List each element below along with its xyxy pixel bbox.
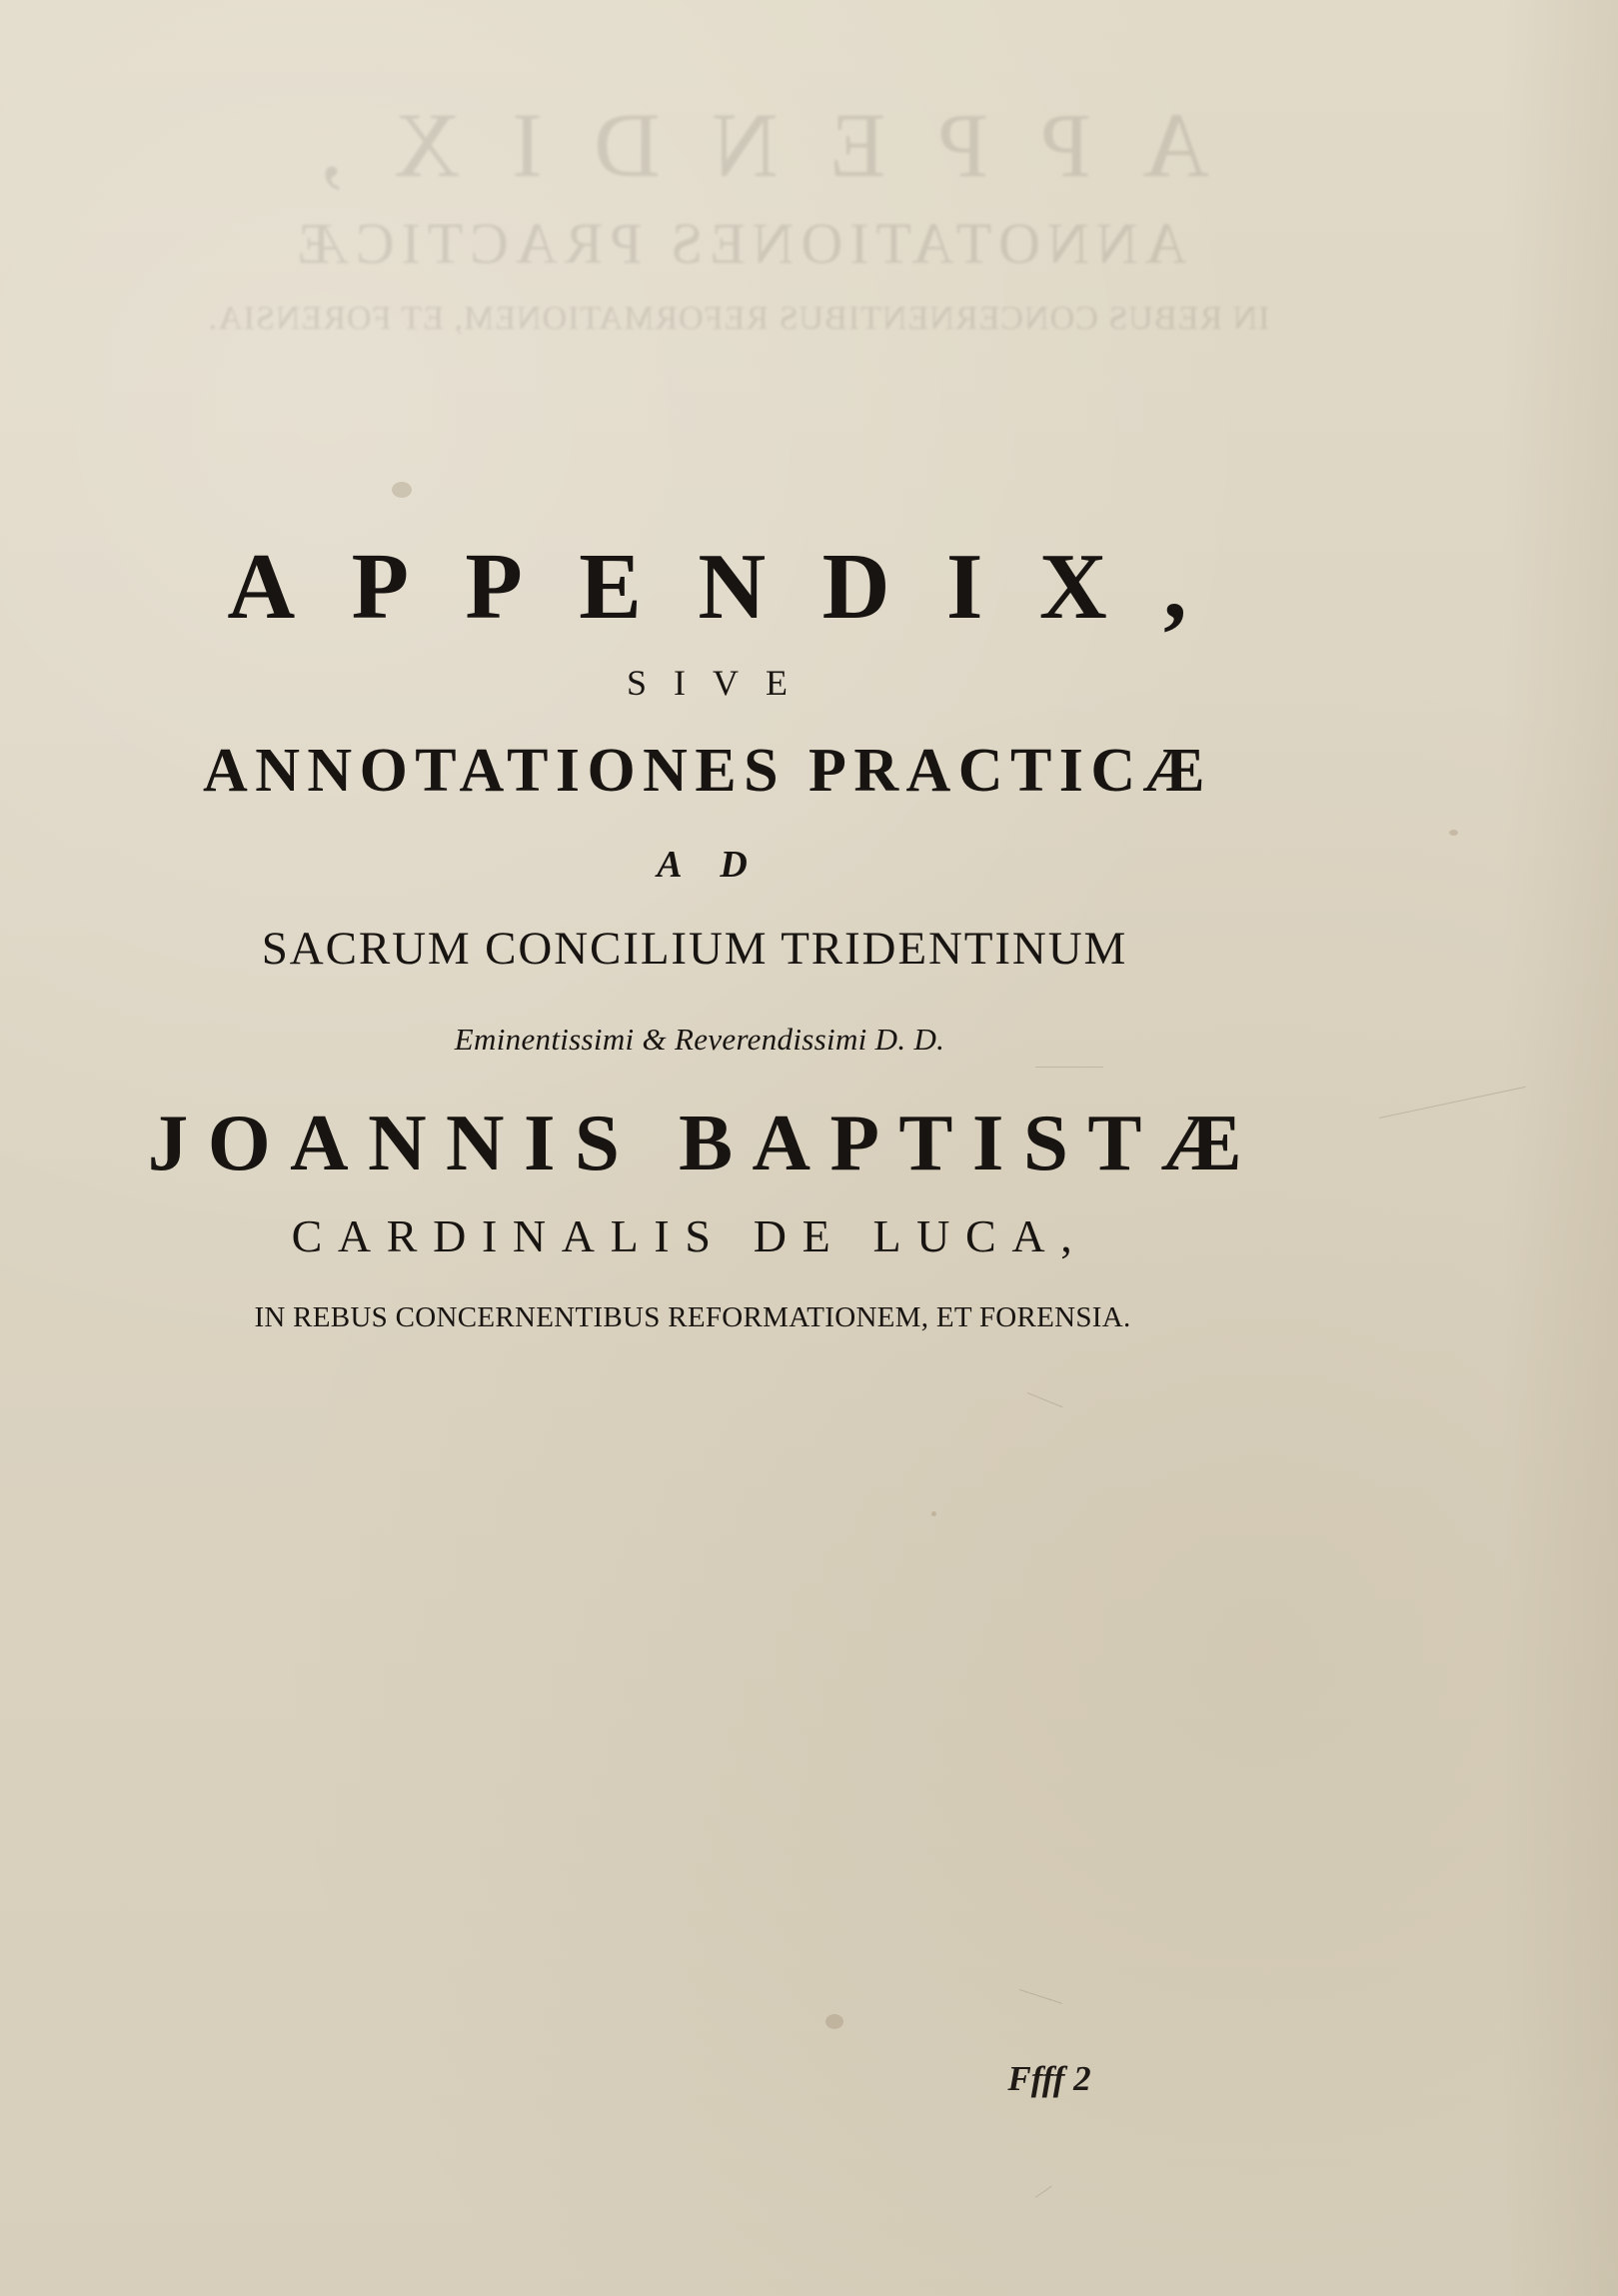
author-name: JOANNIS BAPTISTÆ	[147, 1098, 1262, 1187]
subject-line: IN REBUS CONCERNENTIBUS REFORMATIONEM, ET FORENSIA.	[254, 1301, 1131, 1333]
author-title: CARDINALIS DE LUCA,	[291, 1210, 1088, 1261]
subtitle: ANNOTATIONES PRACTICÆ	[203, 737, 1212, 805]
bleed-subject-line: IN REBUS CONCERNENTIBUS REFORMATIONEM, ET FORENSIA.	[207, 300, 1270, 337]
honorific-line: Eminentissimi & Reverendissimi D. D.	[454, 1022, 945, 1057]
signature-mark: Ffff 2	[1007, 2059, 1091, 2098]
bleed-subtitle-line: ANNOTATIONES PRACTICÆ	[290, 211, 1187, 276]
subtitle-connector: SIVE	[627, 663, 814, 703]
council-title: SACRUM CONCILIUM TRIDENTINUM	[261, 923, 1128, 975]
main-title: APPENDIX,	[227, 535, 1244, 639]
bleed-title-line: APPENDIX,	[268, 94, 1209, 196]
preposition: A D	[657, 844, 763, 886]
